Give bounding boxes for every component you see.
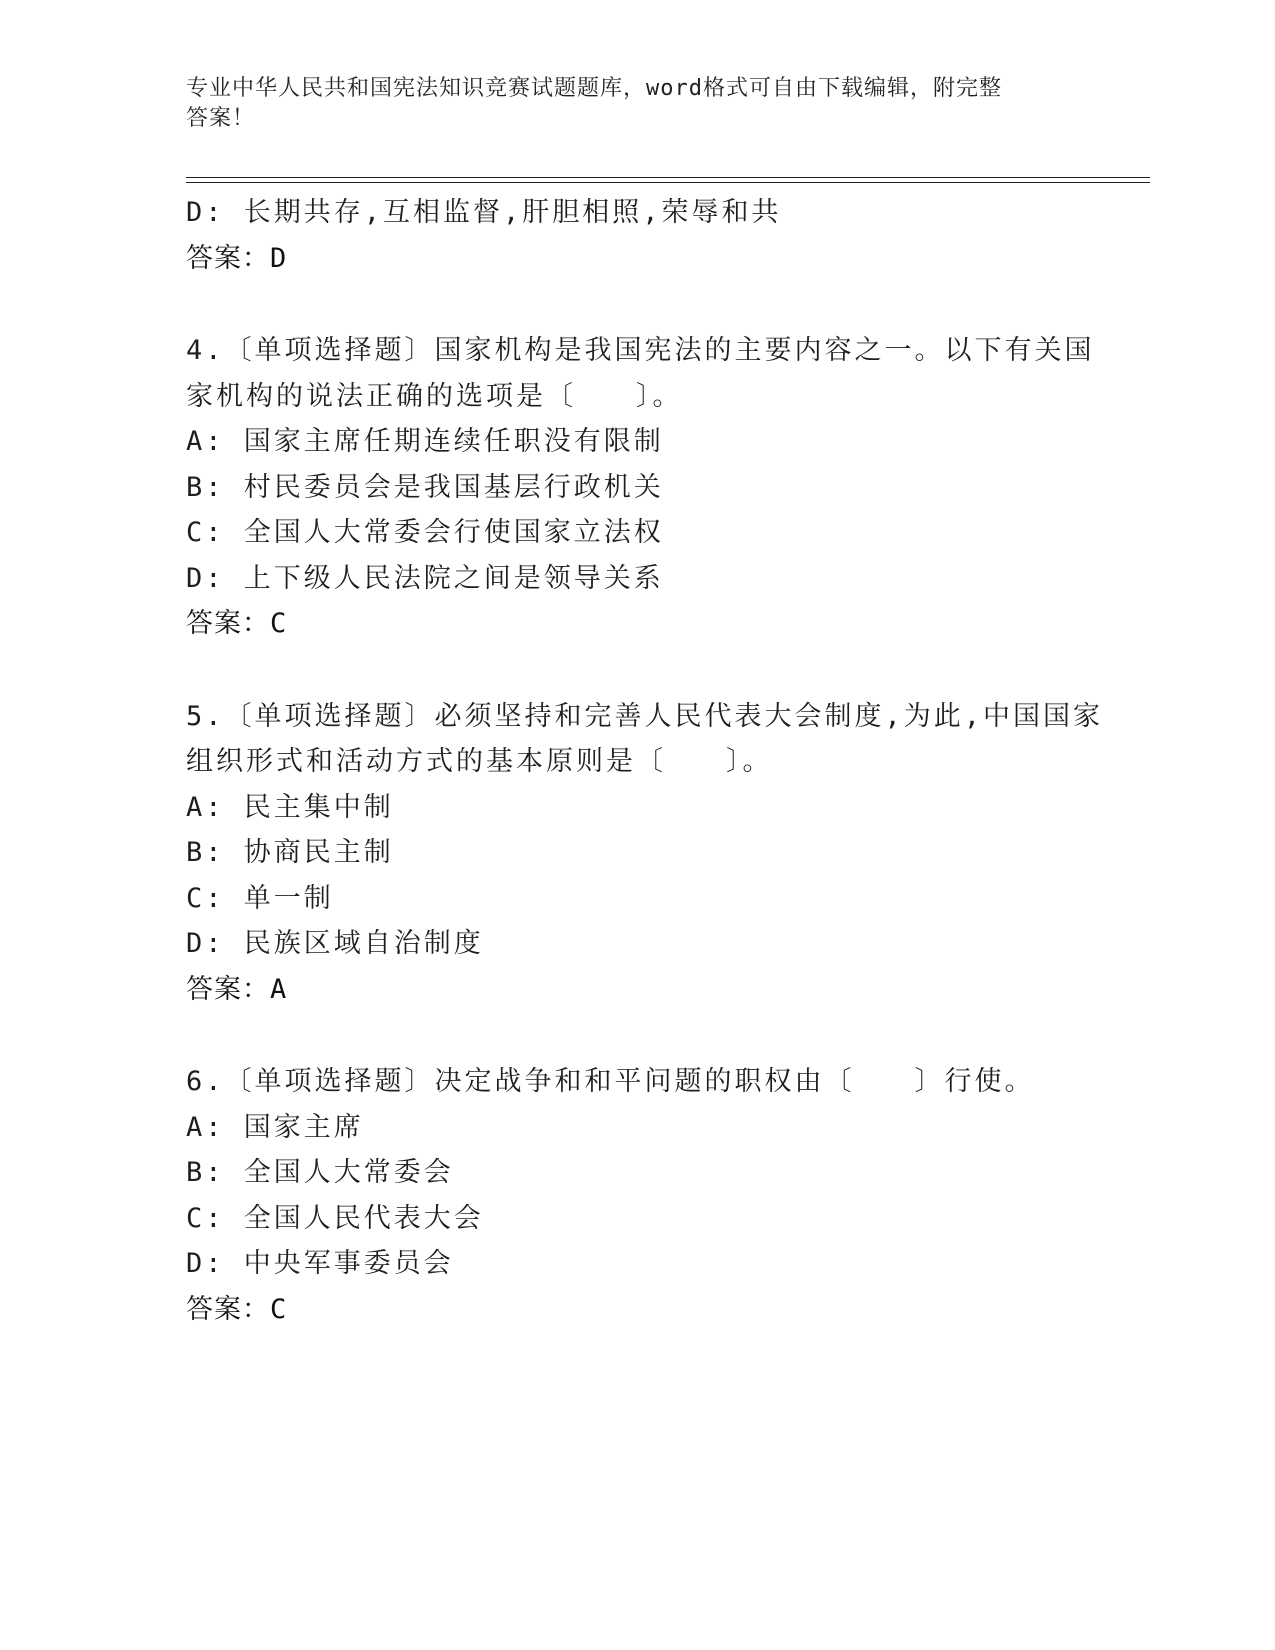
answer-label: 答案： (186, 973, 270, 1005)
question-stem-line-2: 家机构的说法正确的选项是〔 〕。 (186, 380, 683, 412)
option-c: C: 全国人民代表大会 (186, 1202, 484, 1234)
option-a: A: 国家主席 (186, 1111, 364, 1143)
question-stem-line-2: 组织形式和活动方式的基本原则是〔 〕。 (186, 746, 773, 777)
option-b: B: 协商民主制 (186, 837, 394, 868)
answer-value: A (270, 973, 288, 1005)
option-c: C: 全国人大常委会行使国家立法权 (186, 517, 664, 548)
option-a: A: 民主集中制 (186, 791, 394, 823)
answer-label: 答案： (186, 1293, 270, 1325)
answer-value: C (270, 608, 288, 639)
question-stem-line-1: 4.〔单项选择题〕国家机构是我国宪法的主要内容之一。以下有关国 (186, 335, 1095, 366)
answer-line (186, 967, 1086, 1013)
option-d: D: 中央军事委员会 (186, 1248, 454, 1279)
option-d: D: 上下级人民法院之间是领导关系 (186, 562, 664, 594)
header-line-1: 专业中华人民共和国宪法知识竞赛试题题库，word格式可自由下载编辑，附完整 (186, 76, 1002, 101)
question-stem-line-1: 5.〔单项选择题〕必须坚持和完善人民代表大会制度,为此,中国国家 (186, 700, 1104, 732)
answer-line (186, 236, 1086, 282)
question-6 (186, 1059, 1086, 1332)
answer-line (186, 601, 1086, 647)
page-header (186, 74, 1066, 134)
option-b: B: 全国人大常委会 (186, 1157, 454, 1188)
question-3-continued (186, 190, 1086, 281)
option-c: C: 单一制 (186, 882, 334, 914)
answer-value: C (270, 1293, 288, 1325)
spacer (186, 281, 1086, 328)
option-d: D: 民族区域自治制度 (186, 928, 484, 959)
spacer (186, 647, 1086, 694)
question-4 (186, 328, 1095, 647)
answer-line (186, 1287, 1086, 1333)
document-body (186, 190, 1104, 1332)
answer-label: 答案： (186, 608, 270, 639)
header-line-2: 答案！ (186, 106, 256, 131)
option-b: B: 村民委员会是我国基层行政机关 (186, 471, 664, 503)
option-d: D: 长期共存,互相监督,肝胆相照,荣辱和共 (186, 197, 782, 228)
spacer (186, 1012, 1086, 1059)
header-rule-bottom (186, 182, 1150, 183)
answer-value: D (270, 242, 288, 274)
question-5 (186, 694, 1104, 1013)
question-stem-line-1: 6.〔单项选择题〕决定战争和和平问题的职权由〔 〕行使。 (186, 1066, 1035, 1097)
answer-label: 答案： (186, 242, 270, 274)
option-a: A: 国家主席任期连续任职没有限制 (186, 426, 664, 457)
header-rule-top (186, 177, 1150, 178)
